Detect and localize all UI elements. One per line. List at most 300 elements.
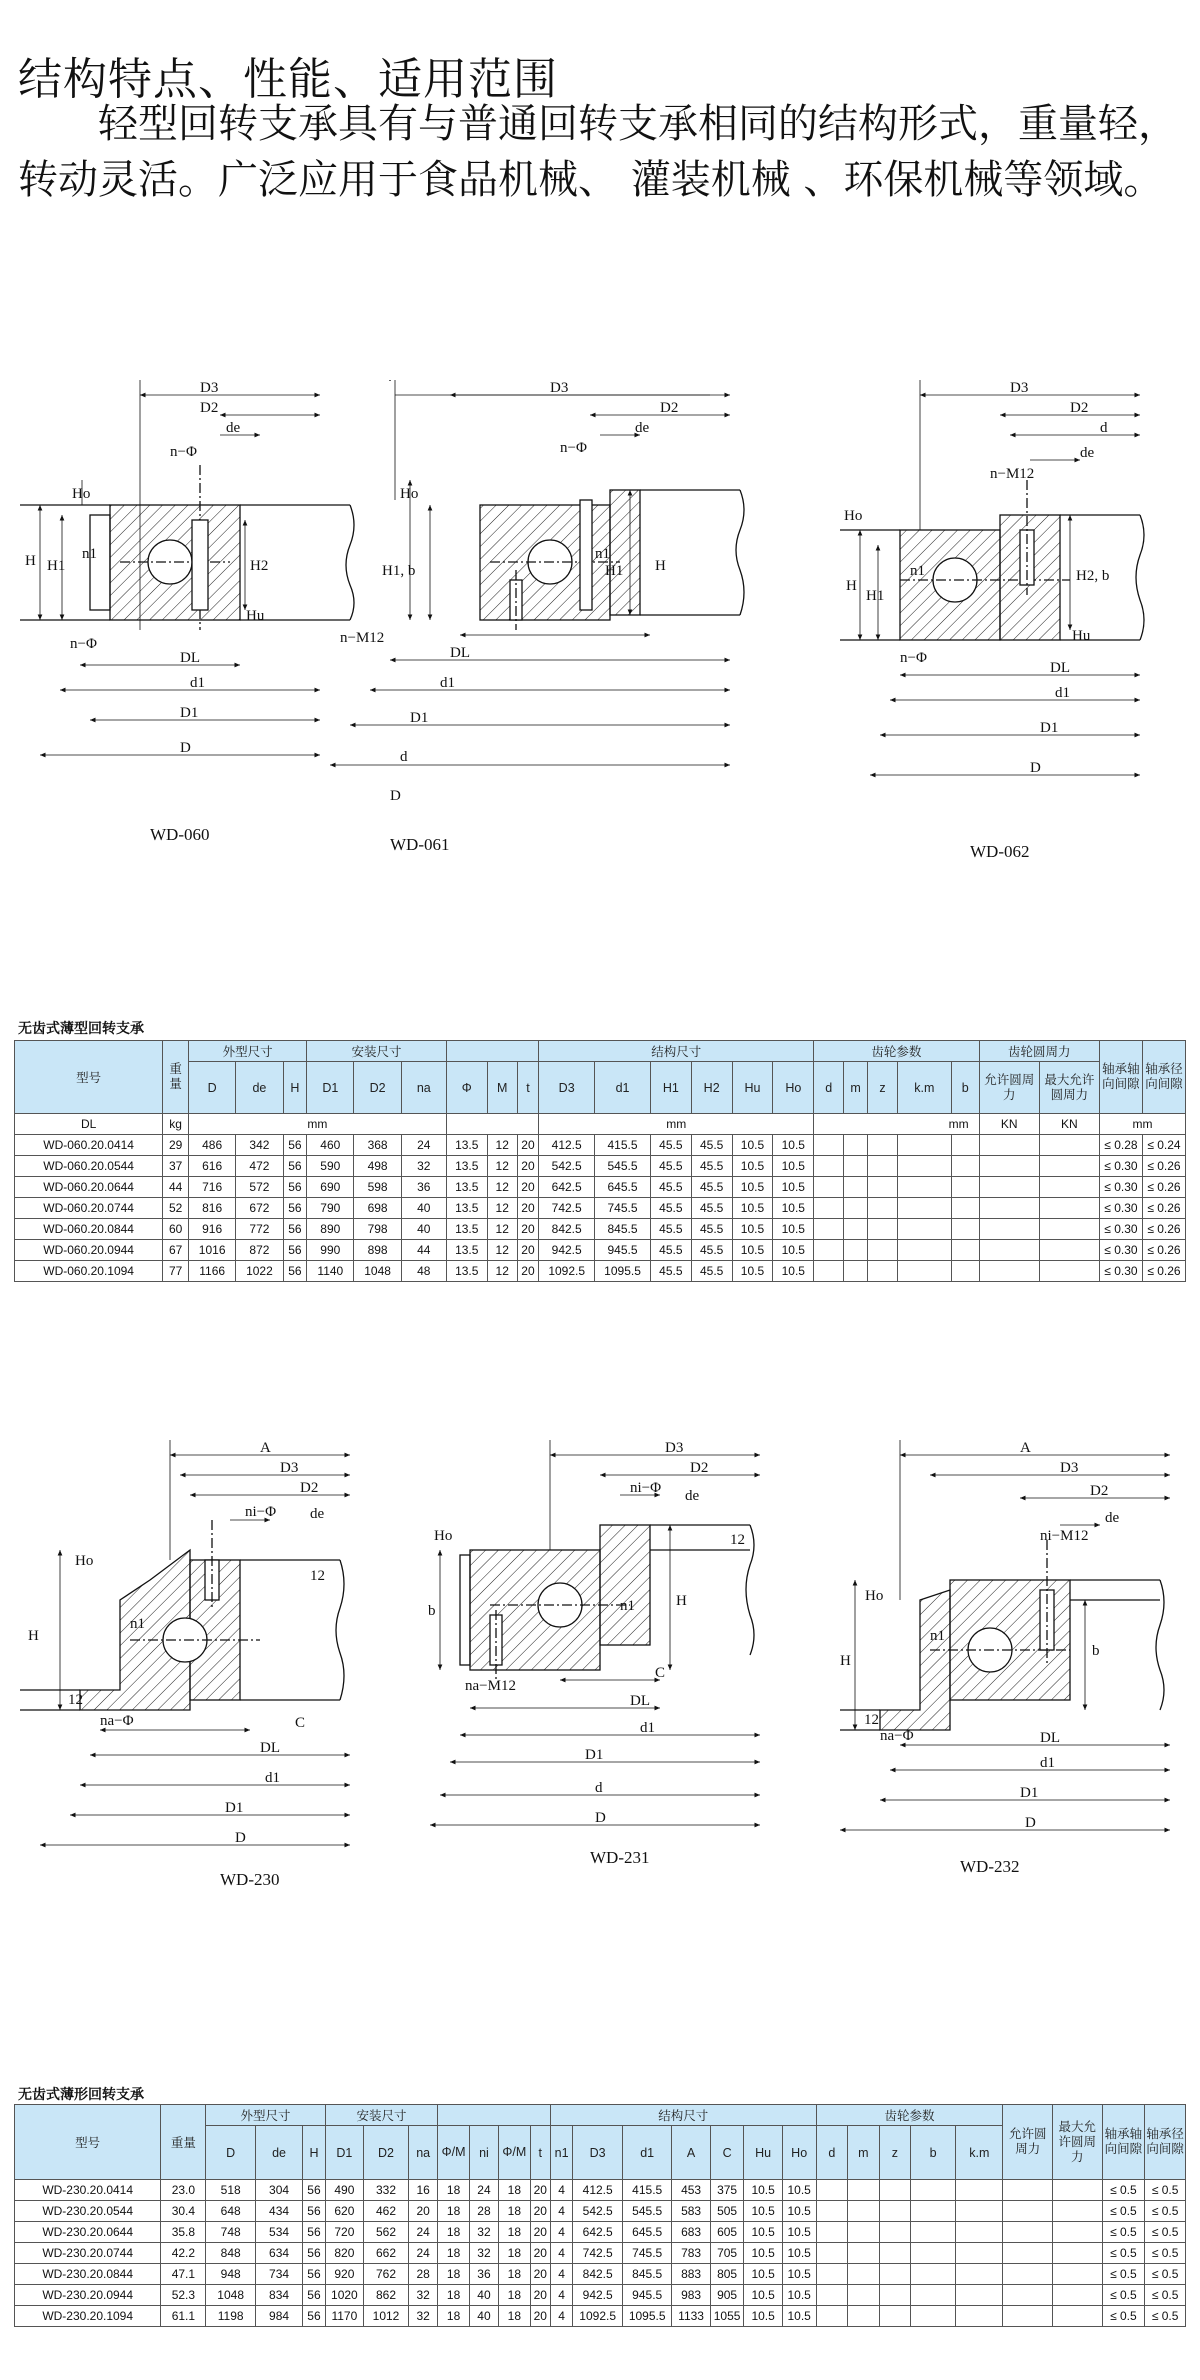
table-cell: 10.5 [732, 1156, 773, 1177]
label-ni-phi: ni−Φ [630, 1480, 662, 1496]
table-cell: 1012 [364, 2306, 409, 2327]
label-ho: Ho [75, 1553, 94, 1569]
table-cell: 490 [325, 2180, 363, 2201]
table-cell [979, 1135, 1039, 1156]
intro-paragraph: 轻型回转支承具有与普通回转支承相同的结构形式，重量轻，转动灵活。广泛应用于食品机械、 灌装机械 、环保机械等领域。 [18, 101, 1178, 203]
table-cell: 10.5 [782, 2243, 816, 2264]
table-cell: 845.5 [622, 2264, 672, 2285]
table-cell [956, 2243, 1003, 2264]
label-ho: Ho [865, 1588, 884, 1604]
table-cell: 645.5 [622, 2222, 672, 2243]
label-h2-b: H2, b [1076, 568, 1110, 584]
col-gear-z: z [867, 1062, 897, 1114]
table-cell: 562 [364, 2222, 409, 2243]
table-cell: ≤ 0.26 [1142, 1156, 1185, 1177]
table-cell [879, 2285, 911, 2306]
table2 [14, 2104, 1186, 2327]
table-cell: 40 [469, 2285, 498, 2306]
table-cell: 18 [438, 2264, 470, 2285]
table-cell: 45.5 [650, 1261, 691, 1282]
col-hu: Hu [744, 2126, 782, 2180]
table-cell [1052, 2285, 1102, 2306]
table-cell: 56 [303, 2180, 326, 2201]
table-cell: 20 [517, 1135, 539, 1156]
label-dl: DL [260, 1740, 280, 1756]
table-cell: 4 [550, 2201, 573, 2222]
table-cell [956, 2285, 1003, 2306]
table-cell: 18 [499, 2285, 531, 2306]
table-cell: 56 [303, 2285, 326, 2306]
table-cell: 10.5 [773, 1219, 814, 1240]
table-cell: 45.5 [650, 1177, 691, 1198]
label-h: H [25, 553, 36, 569]
table-cell [1052, 2243, 1102, 2264]
table-cell: 10.5 [744, 2180, 782, 2201]
table-cell: 67 [163, 1240, 189, 1261]
model-cell: WD-060.20.0644 [15, 1177, 163, 1198]
label-d1: D1 [585, 1747, 604, 1763]
table-cell [867, 1198, 897, 1219]
table-cell: 10.5 [744, 2222, 782, 2243]
col-n1: n1 [550, 2126, 573, 2180]
table-cell [1052, 2306, 1102, 2327]
label-12: 12 [730, 1532, 745, 1548]
table-cell [911, 2201, 956, 2222]
table-cell [898, 1135, 952, 1156]
label-na-phi: na−Φ [880, 1728, 914, 1744]
col-d1: D1 [325, 2126, 363, 2180]
label-h1-b: H1, b [382, 563, 416, 579]
table-cell: 20 [530, 2306, 550, 2327]
group-gear: 齿轮参数 [814, 1041, 979, 1062]
table-cell: 20 [409, 2201, 438, 2222]
label-12: 12 [864, 1712, 879, 1728]
table-cell: 845.5 [595, 1219, 651, 1240]
table-cell: 332 [364, 2180, 409, 2201]
table-cell [1039, 1219, 1099, 1240]
table-cell: 1092.5 [539, 1261, 595, 1282]
table-cell [844, 1261, 868, 1282]
table-cell [816, 2201, 848, 2222]
table-cell: 18 [499, 2180, 531, 2201]
table-cell: ≤ 0.5 [1145, 2243, 1186, 2264]
table-cell: 13.5 [446, 1135, 487, 1156]
table-cell: ≤ 0.26 [1142, 1198, 1185, 1219]
table-cell: 23.0 [161, 2180, 206, 2201]
table-cell [848, 2243, 880, 2264]
table-cell: 45.5 [691, 1198, 732, 1219]
label-h1: H1 [866, 588, 885, 604]
label-n-phi: n−Φ [560, 440, 587, 456]
table-cell: 375 [710, 2180, 744, 2201]
model-cell: WD-230.20.0844 [15, 2264, 161, 2285]
table-cell: 18 [438, 2285, 470, 2306]
table-cell: 368 [354, 1135, 401, 1156]
table-cell: 16 [409, 2180, 438, 2201]
table-cell: 45.5 [650, 1198, 691, 1219]
table-cell [867, 1156, 897, 1177]
table-cell: 990 [307, 1240, 354, 1261]
label-d2: D2 [300, 1480, 319, 1496]
label-d: D [1025, 1815, 1036, 1831]
table-cell [848, 2306, 880, 2327]
table-cell [951, 1198, 979, 1219]
unit-gear: mm [814, 1114, 979, 1135]
label-h1: H1 [47, 558, 66, 574]
table-cell [816, 2180, 848, 2201]
col-hu: Hu [732, 1062, 773, 1114]
label-hu: Hu [246, 608, 265, 624]
table-cell: 56 [283, 1156, 307, 1177]
table-cell [979, 1156, 1039, 1177]
table-cell [911, 2285, 956, 2306]
table-cell: 20 [530, 2201, 550, 2222]
table-cell: 20 [530, 2180, 550, 2201]
table-cell: 12 [487, 1219, 517, 1240]
label-h: H [655, 558, 666, 574]
table-cell: 28 [469, 2201, 498, 2222]
table-cell: 10.5 [732, 1219, 773, 1240]
table-cell: 1095.5 [622, 2306, 672, 2327]
model-cell: WD-230.20.0644 [15, 2222, 161, 2243]
table-cell: 20 [517, 1240, 539, 1261]
table-cell [979, 1198, 1039, 1219]
table-cell: 648 [206, 2201, 256, 2222]
table-cell: 984 [255, 2306, 302, 2327]
table-cell: 32 [469, 2243, 498, 2264]
figure-caption: WD-062 [970, 842, 1030, 861]
label-n1: n1 [595, 546, 610, 562]
table-cell: 40 [401, 1198, 446, 1219]
table-cell: 862 [364, 2285, 409, 2306]
table-row [15, 1135, 1186, 1156]
table-cell: 1092.5 [573, 2306, 623, 2327]
table-row [15, 2201, 1186, 2222]
table-cell: 45.5 [691, 1219, 732, 1240]
table-cell: 1170 [325, 2306, 363, 2327]
table-cell: 772 [236, 1219, 283, 1240]
table-cell: ≤ 0.30 [1099, 1156, 1142, 1177]
table-cell: 18 [438, 2222, 470, 2243]
figure-wd-232 [840, 1440, 1190, 1910]
table-cell: 805 [710, 2264, 744, 2285]
table-cell: 10.5 [744, 2201, 782, 2222]
label-d1: D1 [225, 1800, 244, 1816]
figure-wd-230 [20, 1440, 370, 1910]
table-cell: ≤ 0.5 [1145, 2201, 1186, 2222]
model-cell: WD-230.20.0414 [15, 2180, 161, 2201]
table-cell: 56 [303, 2201, 326, 2222]
table-cell: 415.5 [595, 1135, 651, 1156]
label-d2: D2 [660, 400, 679, 416]
table-cell: 945.5 [595, 1240, 651, 1261]
label-d3: D3 [200, 380, 219, 396]
group-outer: 外型尺寸 [206, 2105, 325, 2126]
table-cell: 542.5 [573, 2201, 623, 2222]
col-d3: D3 [573, 2126, 623, 2180]
table-cell: ≤ 0.30 [1099, 1219, 1142, 1240]
table-cell: 20 [530, 2222, 550, 2243]
table-cell [816, 2264, 848, 2285]
unit-model: DL [15, 1114, 163, 1135]
unit-force2: KN [1039, 1114, 1099, 1135]
table-cell: 948 [206, 2264, 256, 2285]
unit-force1: KN [979, 1114, 1039, 1135]
label-dl: DL [180, 650, 200, 666]
label-n-m12: n−M12 [340, 630, 385, 646]
table-cell [951, 1135, 979, 1156]
table-cell: 18 [438, 2201, 470, 2222]
table-cell: 12 [487, 1261, 517, 1282]
table-cell [1039, 1240, 1099, 1261]
col-d1: D1 [307, 1062, 354, 1114]
col-ho: Ho [773, 1062, 814, 1114]
label-d1: D1 [180, 705, 199, 721]
col-phi-m-b: Φ/M [499, 2126, 531, 2180]
table-cell: 1055 [710, 2306, 744, 2327]
model-cell: WD-060.20.0414 [15, 1135, 163, 1156]
table-cell: 745.5 [595, 1198, 651, 1219]
table-cell [816, 2222, 848, 2243]
col-gear-km: k.m [898, 1062, 952, 1114]
table-cell: 890 [307, 1219, 354, 1240]
group-struct: 结构尺寸 [539, 1041, 814, 1062]
figure-wd-060 [20, 380, 370, 850]
col-h1: H1 [650, 1062, 691, 1114]
table-cell [879, 2243, 911, 2264]
table-cell [1052, 2180, 1102, 2201]
table-cell [1003, 2285, 1053, 2306]
table-cell: 36 [469, 2264, 498, 2285]
table-cell: 415.5 [622, 2180, 672, 2201]
table-cell: 10.5 [744, 2264, 782, 2285]
label-n1: n1 [620, 1598, 635, 1614]
table-cell: 18 [499, 2222, 531, 2243]
figure-caption: WD-060 [150, 825, 210, 844]
table-cell [879, 2306, 911, 2327]
table-cell: 1133 [672, 2306, 710, 2327]
group-force: 齿轮圆周力 [979, 1041, 1099, 1062]
col-gear-km: k.m [956, 2126, 1003, 2180]
table-cell: 18 [438, 2306, 470, 2327]
table-cell: 942.5 [573, 2285, 623, 2306]
table-cell: 28 [409, 2264, 438, 2285]
table-cell: 10.5 [744, 2285, 782, 2306]
col-radial-clearance: 轴承径向间隙 [1142, 1041, 1185, 1114]
label-dl: DL [450, 645, 470, 661]
figure-wd-231 [430, 1440, 780, 1910]
col-weight: 重量 [163, 1041, 189, 1114]
label-de: de [685, 1488, 700, 1504]
table-cell: 645.5 [595, 1177, 651, 1198]
label-de: de [226, 420, 241, 436]
table-cell: 1016 [189, 1240, 236, 1261]
col-max-force: 最大允许圆周力 [1039, 1062, 1099, 1114]
table-cell: ≤ 0.5 [1102, 2264, 1145, 2285]
label-d3: D3 [1060, 1460, 1079, 1476]
table-cell: 916 [189, 1219, 236, 1240]
table-cell: 37 [163, 1156, 189, 1177]
label-d: D [180, 740, 191, 756]
table-cell [1039, 1177, 1099, 1198]
table-cell: 47.1 [161, 2264, 206, 2285]
col-phi-m-a: Φ/M [438, 2126, 470, 2180]
table-cell: 716 [189, 1177, 236, 1198]
group-install: 安装尺寸 [307, 1041, 447, 1062]
table-cell [979, 1177, 1039, 1198]
table-cell: 24 [409, 2222, 438, 2243]
table-cell: 10.5 [732, 1240, 773, 1261]
table-cell [814, 1177, 844, 1198]
figure-caption: WD-231 [590, 1848, 650, 1867]
label-n-phi: n−Φ [900, 650, 927, 666]
col-h: H [303, 2126, 326, 2180]
table-cell: 690 [307, 1177, 354, 1198]
label-d2: D2 [690, 1460, 709, 1476]
table-cell: 434 [255, 2201, 302, 2222]
table-cell: 12 [487, 1198, 517, 1219]
table-cell [1052, 2201, 1102, 2222]
table-row [15, 2264, 1186, 2285]
col-h: H [283, 1062, 307, 1114]
label-h1: H1 [605, 563, 624, 579]
table-cell: 10.5 [782, 2285, 816, 2306]
col-axial-clearance: 轴承轴向间隙 [1099, 1041, 1142, 1114]
table1 [14, 1040, 1186, 1282]
table-cell: 534 [255, 2222, 302, 2243]
table-cell [848, 2222, 880, 2243]
table-cell: 45.5 [691, 1177, 732, 1198]
table-row [15, 2180, 1186, 2201]
table-cell [911, 2243, 956, 2264]
label-n1: n1 [930, 1628, 945, 1644]
table-cell [814, 1135, 844, 1156]
table-row [15, 1240, 1186, 1261]
col-gear-d: d [816, 2126, 848, 2180]
table-cell [956, 2222, 1003, 2243]
group-install: 安装尺寸 [325, 2105, 438, 2126]
label-de: de [1080, 445, 1095, 461]
label-d1-small: d1 [1055, 685, 1070, 701]
model-cell: WD-060.20.0544 [15, 1156, 163, 1177]
table-cell [814, 1198, 844, 1219]
table-cell: ≤ 0.5 [1145, 2264, 1186, 2285]
table-cell: 52.3 [161, 2285, 206, 2306]
label-d3: D3 [550, 380, 569, 396]
label-h: H [28, 1628, 39, 1644]
table-cell [848, 2180, 880, 2201]
table-cell [1003, 2180, 1053, 2201]
label-d-small: d [400, 749, 408, 765]
table-cell: 10.5 [782, 2264, 816, 2285]
label-na-m12: na−M12 [465, 1678, 516, 1694]
col-t: t [517, 1062, 539, 1114]
table-cell: 32 [469, 2222, 498, 2243]
label-d3: D3 [280, 1460, 299, 1476]
label-n1: n1 [82, 546, 97, 562]
table-cell: 642.5 [539, 1177, 595, 1198]
table-cell: 77 [163, 1261, 189, 1282]
table-cell [898, 1177, 952, 1198]
unit-struct: mm [539, 1114, 814, 1135]
table-cell: 13.5 [446, 1219, 487, 1240]
table-cell [816, 2243, 848, 2264]
col-allow-force: 允许圆周力 [1003, 2105, 1053, 2180]
table-cell: 583 [672, 2201, 710, 2222]
table-cell: 24 [409, 2243, 438, 2264]
table-cell [1039, 1135, 1099, 1156]
label-d1-small: d1 [440, 675, 455, 691]
table-cell: 816 [189, 1198, 236, 1219]
table-cell: 35.8 [161, 2222, 206, 2243]
table-cell: 36 [401, 1177, 446, 1198]
table-cell: 29 [163, 1135, 189, 1156]
label-12-bottom: 12 [68, 1692, 83, 1708]
table-cell: 32 [409, 2306, 438, 2327]
table-cell: 10.5 [732, 1261, 773, 1282]
table-cell [844, 1198, 868, 1219]
table-row [15, 1156, 1186, 1177]
table-cell: 883 [672, 2264, 710, 2285]
table-cell: 10.5 [732, 1177, 773, 1198]
table-cell: 4 [550, 2285, 573, 2306]
table-cell: 10.5 [744, 2243, 782, 2264]
label-d: D [390, 788, 401, 804]
table-cell [898, 1198, 952, 1219]
table-cell [911, 2264, 956, 2285]
label-c: C [295, 1715, 306, 1731]
table-cell: 44 [401, 1240, 446, 1261]
label-de: de [635, 420, 650, 436]
table-cell: 4 [550, 2180, 573, 2201]
table-cell: 742.5 [573, 2243, 623, 2264]
col-m: M [487, 1062, 517, 1114]
col-d: D [206, 2126, 256, 2180]
col-gear-b: b [951, 1062, 979, 1114]
col-allow-force: 允许圆周力 [979, 1062, 1039, 1114]
table-cell [956, 2264, 1003, 2285]
label-d1-small: d1 [1040, 1755, 1055, 1771]
table-cell: 598 [354, 1177, 401, 1198]
table2-title: 无齿式薄形回转支承 [18, 2087, 144, 2103]
col-d1-small: d1 [595, 1062, 651, 1114]
table-cell: 790 [307, 1198, 354, 1219]
model-cell: WD-060.20.0744 [15, 1198, 163, 1219]
table-cell: 10.5 [782, 2306, 816, 2327]
table-cell: 1198 [206, 2306, 256, 2327]
col-d2: D2 [354, 1062, 401, 1114]
table-cell: 13.5 [446, 1198, 487, 1219]
label-dl: DL [1050, 660, 1070, 676]
table-cell: 18 [499, 2243, 531, 2264]
table-cell: ≤ 0.5 [1145, 2180, 1186, 2201]
table-cell: 486 [189, 1135, 236, 1156]
label-d1-small: d1 [190, 675, 205, 691]
table-cell: 12 [487, 1177, 517, 1198]
table-cell: 20 [517, 1198, 539, 1219]
table-cell: 342 [236, 1135, 283, 1156]
label-n1: n1 [130, 1616, 145, 1632]
table-cell: 662 [364, 2243, 409, 2264]
label-d-small: d [595, 1780, 603, 1796]
label-d1-small: d1 [640, 1720, 655, 1736]
table-row [15, 1198, 1186, 1219]
group-outer: 外型尺寸 [189, 1041, 307, 1062]
table-cell: 42.2 [161, 2243, 206, 2264]
label-d3: D3 [665, 1440, 684, 1456]
table-cell: 460 [307, 1135, 354, 1156]
table-cell: ≤ 0.5 [1102, 2243, 1145, 2264]
